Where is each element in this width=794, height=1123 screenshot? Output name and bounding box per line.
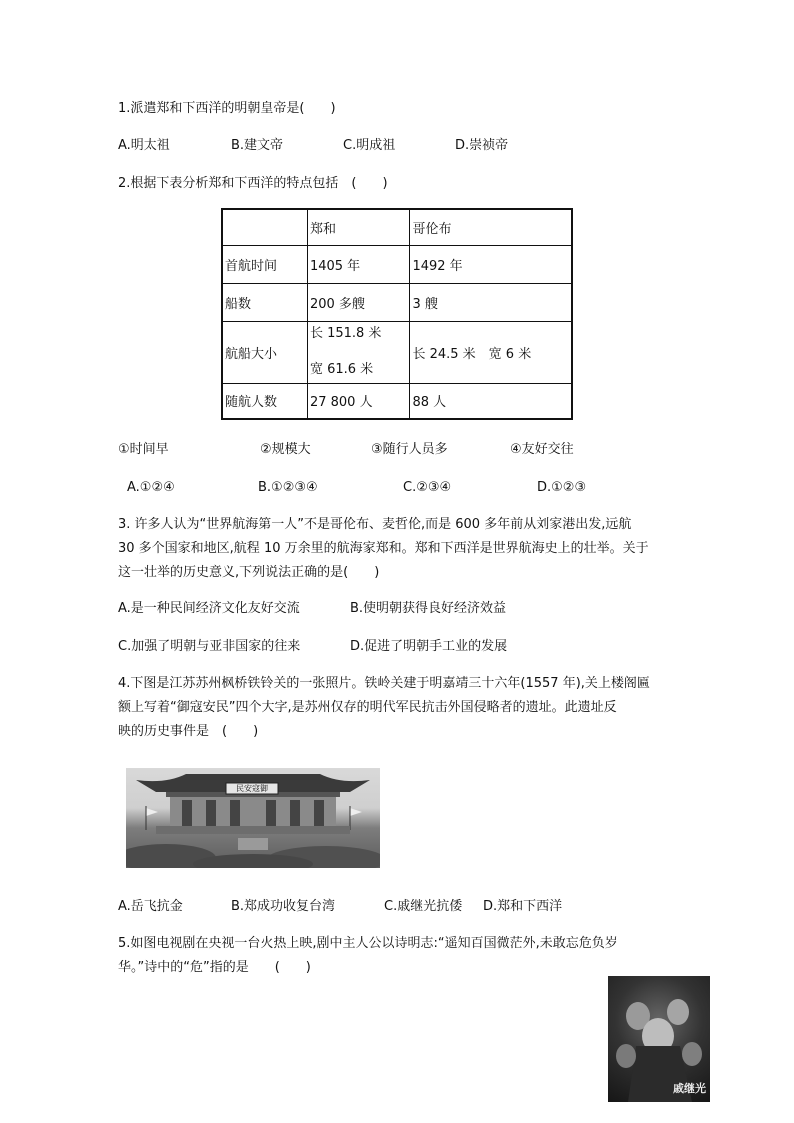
ship-length: 长 151.8 米 — [309, 326, 382, 341]
tv-drama-poster — [608, 976, 710, 1102]
tieling-pass-photo — [126, 768, 380, 868]
question-3-line-2: 30 多个国家和地区,航程 10 万余里的航海家郑和。郑和下西洋是世界航海史上的壮举。关于 — [118, 541, 649, 556]
q4-option-d: D.郑和下西洋 — [483, 899, 563, 914]
q3-option-a: A.是一种民间经济文化友好交流 — [118, 601, 300, 616]
table-row — [222, 321, 572, 383]
question-3-line-1: 3. 许多人认为“世界航海第一人”不是哥伦布、麦哲伦,而是 600 多年前从刘家港出发,远航 — [118, 517, 632, 532]
table-row — [222, 383, 572, 419]
table-row — [222, 245, 572, 283]
q4-option-a: A.岳飞抗金 — [118, 899, 183, 914]
table-cell: 3 艘 — [410, 283, 572, 321]
question-3-line-3: 这一壮举的历史意义,下列说法正确的是( ) — [118, 565, 380, 580]
q2-option-a: A.①②④ — [127, 480, 175, 495]
table-cell: 哥伦布 — [410, 209, 572, 245]
ship-width: 宽 61.6 米 — [309, 362, 374, 377]
table-cell — [307, 321, 410, 383]
q2-option-d: D.①②③ — [537, 480, 587, 495]
question-4-line-3: 映的历史事件是 ( ) — [118, 724, 259, 739]
plaque-text: 民安寇御 — [236, 784, 268, 793]
q4-option-b: B.郑成功收复台湾 — [231, 899, 336, 914]
q1-option-d: D.崇祯帝 — [455, 138, 509, 153]
table-cell: 郑和 — [307, 209, 410, 245]
q3-option-d: D.促进了明朝手工业的发展 — [350, 639, 508, 654]
table-cell: 1405 年 — [307, 245, 410, 283]
table-header-row — [222, 209, 572, 245]
table-cell: 首航时间 — [222, 245, 307, 283]
q2-item-1: ①时间早 — [118, 442, 169, 457]
table-cell: 航船大小 — [222, 321, 307, 383]
q3-option-c: C.加强了明朝与亚非国家的往来 — [118, 639, 301, 654]
q3-option-b: B.使明朝获得良好经济效益 — [350, 601, 507, 616]
question-5-line-1: 5.如图电视剧在央视一台火热上映,剧中主人公以诗明志:“遥知百国微茫外,未敢忘危负岁 — [118, 936, 618, 951]
table-cell: 船数 — [222, 283, 307, 321]
q2-item-4: ④友好交往 — [510, 442, 574, 457]
question-4-line-1: 4.下图是江苏苏州枫桥铁铃关的一张照片。铁岭关建于明嘉靖三十六年(1557 年),关上楼阁匾 — [118, 676, 650, 691]
poster-title: 戚继光 — [673, 1082, 706, 1095]
q2-item-3: ③随行人员多 — [371, 442, 448, 457]
q2-option-b: B.①②③④ — [258, 480, 318, 495]
q1-option-c: C.明成祖 — [343, 138, 396, 153]
q1-option-a: A.明太祖 — [118, 138, 170, 153]
table-cell — [222, 209, 307, 245]
question-1-stem: 1.派遣郑和下西洋的明朝皇帝是( ) — [118, 101, 336, 116]
comparison-table — [221, 208, 573, 420]
question-4-line-2: 额上写着“御寇安民”四个大字,是苏州仅存的明代军民抗击外国侵略者的遗址。此遗址反 — [118, 700, 617, 715]
q1-option-b: B.建文帝 — [231, 138, 284, 153]
table-cell: 27 800 人 — [307, 383, 410, 419]
table-cell: 1492 年 — [410, 245, 572, 283]
question-5-line-2: 华。”诗中的“危”指的是 ( ) — [118, 960, 311, 975]
q4-option-c: C.戚继光抗倭 — [384, 899, 463, 914]
q2-item-2: ②规模大 — [260, 442, 311, 457]
q2-option-c: C.②③④ — [403, 480, 452, 495]
table-cell: 长 24.5 米 宽 6 米 — [410, 321, 572, 383]
table-cell: 88 人 — [410, 383, 572, 419]
question-2-stem: 2.根据下表分析郑和下西洋的特点包括 ( ) — [118, 176, 388, 191]
table-cell: 200 多艘 — [307, 283, 410, 321]
table-row — [222, 283, 572, 321]
table-cell: 随航人数 — [222, 383, 307, 419]
